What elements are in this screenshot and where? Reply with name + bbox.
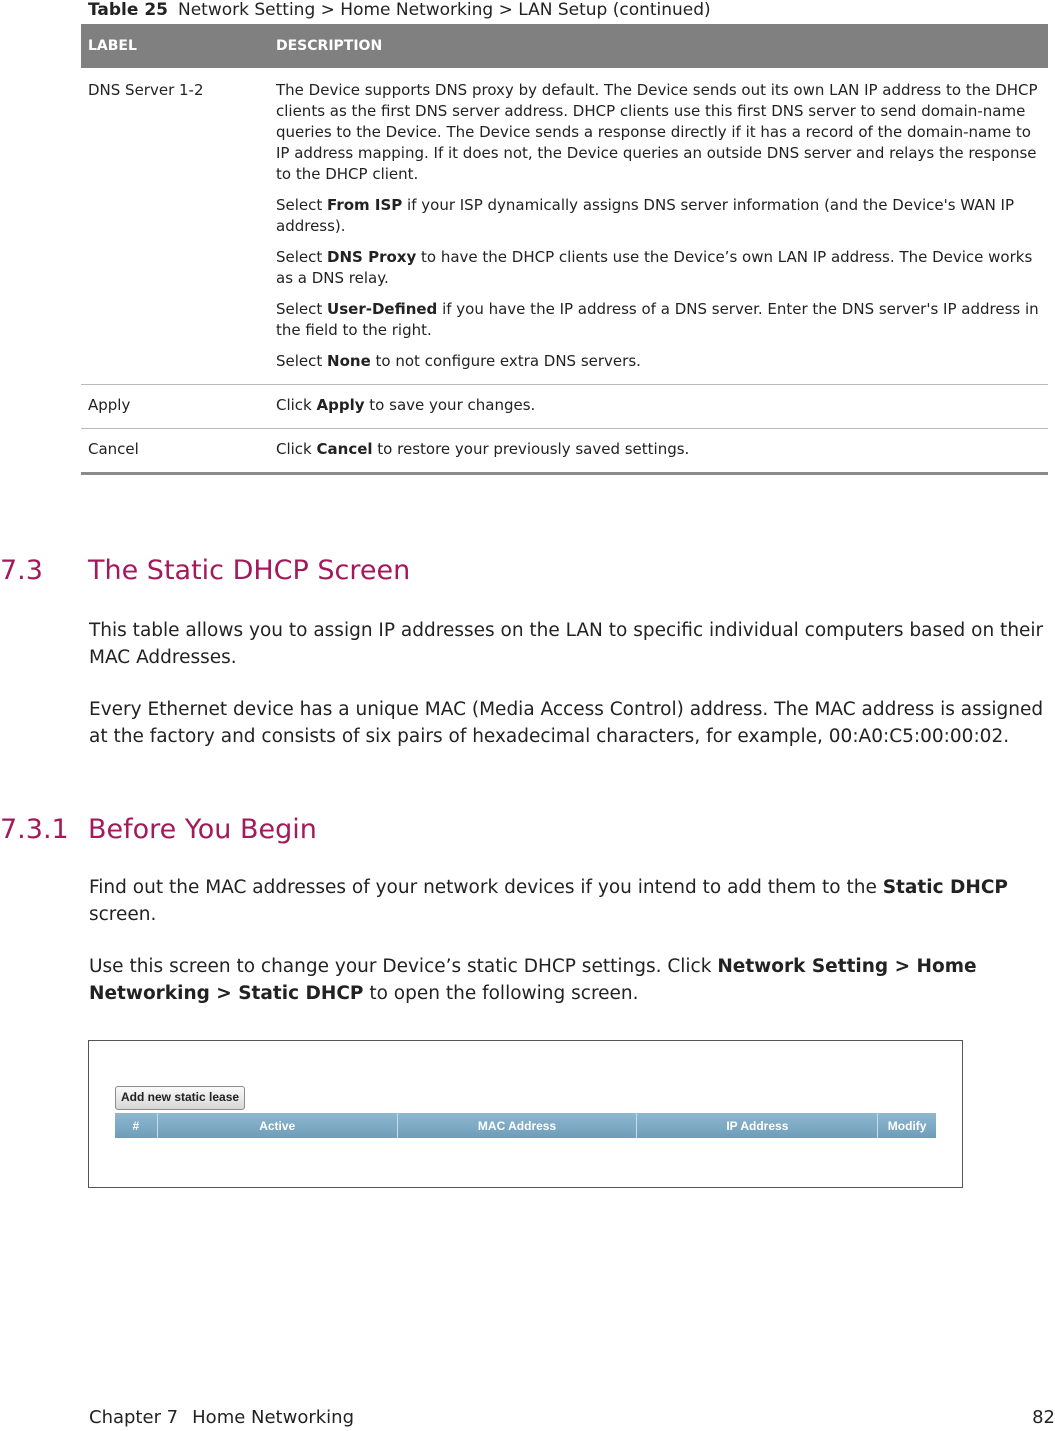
subsection-paragraph-2 bbox=[89, 953, 1044, 1007]
bold-term: From ISP bbox=[327, 196, 403, 214]
text-run: Select bbox=[276, 352, 328, 370]
text-run: Select bbox=[276, 300, 328, 318]
description-paragraph bbox=[276, 351, 1042, 372]
description-paragraph bbox=[276, 299, 1042, 341]
description-paragraph bbox=[276, 395, 1042, 416]
bold-term: Apply bbox=[316, 396, 365, 414]
page-number: 82 bbox=[1032, 1407, 1055, 1428]
label-column-header: LABEL bbox=[81, 24, 269, 68]
text-run: screen. bbox=[89, 904, 157, 925]
row-description bbox=[269, 68, 1048, 385]
static-dhcp-table-header bbox=[115, 1113, 936, 1138]
text-run: Select bbox=[276, 248, 328, 266]
add-new-static-lease-button[interactable]: Add new static lease bbox=[115, 1086, 245, 1110]
text-run: to restore your previously saved settings. bbox=[372, 440, 690, 458]
subsection-title: Before You Begin bbox=[88, 814, 317, 845]
bold-term: User-Defined bbox=[327, 300, 438, 318]
text-run: to save your changes. bbox=[364, 396, 536, 414]
section-title: The Static DHCP Screen bbox=[88, 555, 411, 586]
page-footer bbox=[89, 1405, 1055, 1431]
section-paragraph-2: Every Ethernet device has a unique MAC (Media Access Control) address. The MAC address is assigned at the factory and consists of six pairs of hexadecimal characters, for example, 00:A0:C5:00:00:02. bbox=[89, 699, 1044, 747]
bold-term: Static DHCP bbox=[882, 877, 1008, 898]
row-label: DNS Server 1-2 bbox=[88, 81, 204, 99]
section-paragraph-1: This table allows you to assign IP addresses on the LAN to specific individual computers based on their MAC Addresses. bbox=[89, 620, 1044, 668]
table-row bbox=[81, 385, 1048, 429]
column-header-mac-address: MAC Address bbox=[398, 1113, 638, 1138]
text-run: to have the DHCP clients use the Device’s own LAN IP address. The Device works as a DNS relay. bbox=[276, 248, 1033, 287]
lan-setup-table bbox=[81, 24, 1048, 475]
description-paragraph bbox=[276, 195, 1042, 237]
bold-term: DNS Proxy bbox=[327, 248, 417, 266]
table-body bbox=[81, 68, 1048, 474]
column-header-index: # bbox=[115, 1113, 158, 1138]
description-paragraph bbox=[276, 247, 1042, 289]
column-header-ip-address: IP Address bbox=[637, 1113, 878, 1138]
text-run: to open the following screen. bbox=[363, 983, 639, 1004]
row-label: Apply bbox=[81, 385, 269, 429]
table-row bbox=[81, 68, 1048, 385]
row-description bbox=[269, 429, 1048, 474]
table-caption-label: Table 25 bbox=[88, 0, 168, 20]
table-caption bbox=[88, 0, 711, 20]
text-run: The Device supports DNS proxy by default. The Device sends out its own LAN IP address to the DHCP clients as the first DNS server address. DHCP clients use this first DNS server to send domain-name queries to the Device. The Device sends a response directly if it has a record of the domain-name to IP address mapping. If it does not, the Device queries an outside DNS server and relays the response to the DHCP client. bbox=[276, 81, 1038, 183]
text-run: if your ISP dynamically assigns DNS server information (and the Device's WAN IP address). bbox=[276, 196, 1015, 235]
table-caption-text: Network Setting > Home Networking > LAN Setup (continued) bbox=[177, 0, 711, 20]
column-header-active: Active bbox=[158, 1113, 398, 1138]
description-paragraph bbox=[276, 80, 1042, 185]
description-column-header: DESCRIPTION bbox=[269, 24, 1048, 68]
subsection-number: 7.3.1 bbox=[0, 814, 69, 845]
footer-chapter: Chapter 7 bbox=[89, 1407, 179, 1428]
bold-term: None bbox=[327, 352, 371, 370]
static-dhcp-screenshot bbox=[88, 1040, 963, 1188]
footer-chapter-title: Home Networking bbox=[192, 1407, 355, 1428]
text-run: if you have the IP address of a DNS server. Enter the DNS server's IP address in the field to the right. bbox=[276, 300, 1039, 339]
text-run: Select bbox=[276, 196, 328, 214]
subsection-paragraph-1 bbox=[89, 874, 1044, 928]
section-number: 7.3 bbox=[0, 555, 43, 586]
row-label: Cancel bbox=[81, 429, 269, 474]
text-run: Click bbox=[276, 396, 317, 414]
bold-term: Cancel bbox=[316, 440, 373, 458]
row-description bbox=[269, 385, 1048, 429]
table-row bbox=[81, 429, 1048, 474]
text-run: Click bbox=[276, 440, 317, 458]
bold-term: Network Setting > Home Networking > Static DHCP bbox=[89, 956, 977, 1004]
text-run: to not configure extra DNS servers. bbox=[370, 352, 641, 370]
subsection-heading bbox=[0, 812, 317, 848]
description-paragraph bbox=[276, 439, 1042, 460]
column-header-modify: Modify bbox=[887, 1118, 927, 1133]
section-heading bbox=[0, 553, 410, 589]
text-run: Find out the MAC addresses of your network devices if you intend to add them to the bbox=[89, 877, 883, 898]
table-header-row bbox=[81, 24, 1048, 68]
text-run: Use this screen to change your Device’s static DHCP settings. Click bbox=[89, 956, 718, 977]
